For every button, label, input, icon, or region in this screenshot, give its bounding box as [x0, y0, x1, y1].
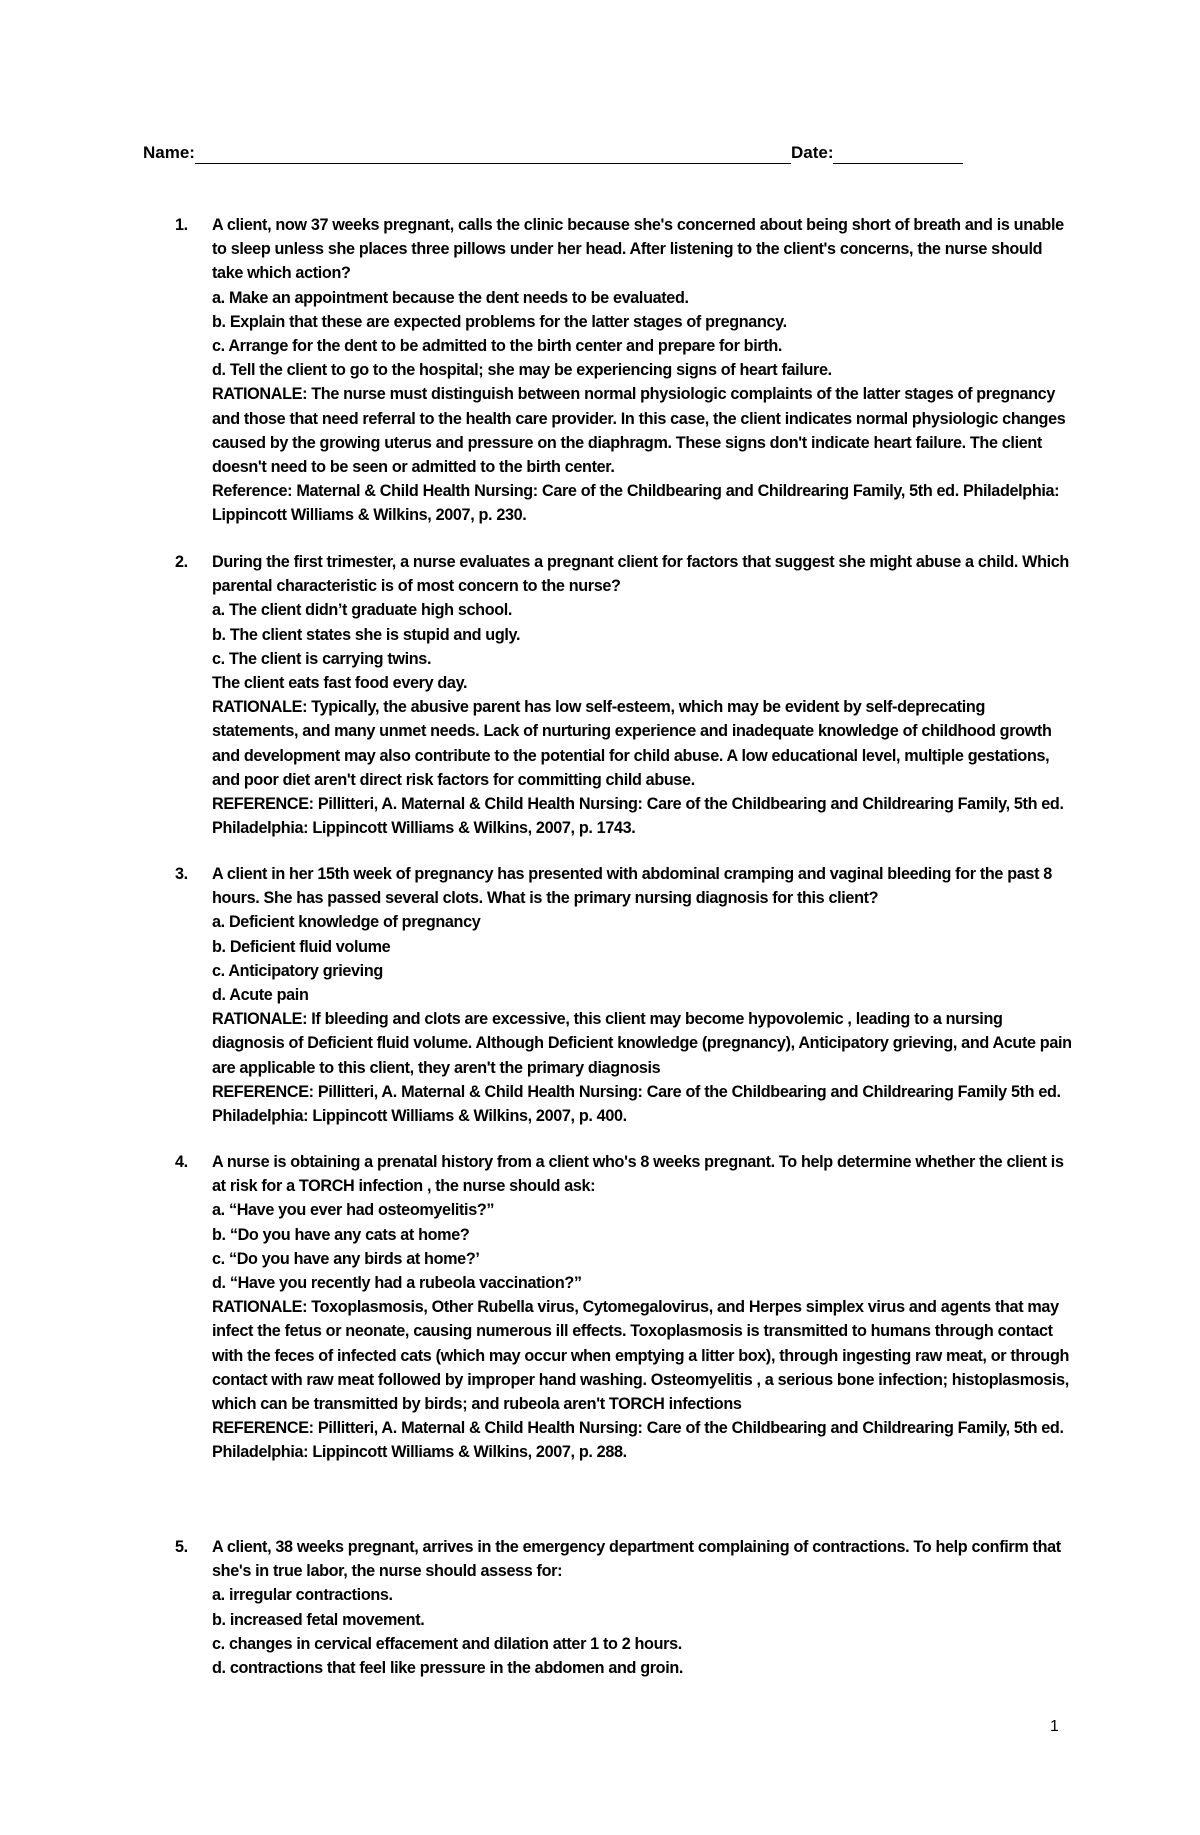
name-date-header: [143, 142, 963, 166]
question-number: 1.: [175, 216, 188, 234]
rationale: RATIONALE: Typically, the abusive parent has low self-esteem, which may be evident by self-deprecating statements, and many unmet needs. Lack of nurturing experience and inadequate knowledge of childhood growth and development may also contribute to the potential for child abuse. A low educational level, multiple gestations, and poor diet aren't direct risk factors for committing child abuse.: [212, 698, 1052, 789]
question-3: [175, 862, 1075, 1128]
answer-option-b: b. “Do you have any cats at home?: [212, 1225, 470, 1244]
question-stem: A client, 38 weeks pregnant, arrives in the emergency department complaining of contractions. To help confirm that she's in true labor, the nurse should assess for:: [212, 1538, 1061, 1581]
question-number: 4.: [175, 1153, 188, 1171]
answer-option-b: b. increased fetal movement.: [212, 1610, 425, 1629]
answer-option-c: c. “Do you have any birds at home?’: [212, 1249, 480, 1268]
question-number: 2.: [175, 553, 188, 571]
answer-option-d: d. “Have you recently had a rubeola vaccination?”: [212, 1274, 582, 1293]
question-1: [175, 213, 1075, 528]
answer-option-b: b. Explain that these are expected problems for the latter stages of pregnancy.: [212, 312, 787, 331]
name-blank[interactable]: [195, 146, 791, 164]
answer-option-c: c. The client is carrying twins.: [212, 649, 432, 668]
answer-option-a: a. “Have you ever had osteomyelitis?”: [212, 1201, 495, 1220]
question-5: [175, 1535, 1075, 1680]
answer-option-d: The client eats fast food every day.: [212, 674, 468, 693]
reference: Reference: Maternal & Child Health Nursing: Care of the Childbearing and Childrearing Family, 5th ed. Philadelphia: Lippincott Williams & Wilkins, 2007, p. 230.: [212, 482, 1060, 525]
answer-option-d: d. contractions that feel like pressure in the abdomen and groin.: [212, 1659, 684, 1678]
answer-option-a: a. Make an appointment because the dent needs to be evaluated.: [212, 288, 689, 307]
page-number: 1: [1050, 1718, 1059, 1735]
rationale: RATIONALE: If bleeding and clots are excessive, this client may become hypovolemic , leading to a nursing diagnosis of Deficient fluid volume. Although Deficient knowledge (pregnancy), Anticipatory grieving, and Acute pain are applicable to this client, they aren't the primary diagnosis: [212, 1010, 1072, 1077]
answer-option-c: c. Anticipatory grieving: [212, 961, 383, 980]
answer-option-a: a. The client didn’t graduate high school.: [212, 601, 513, 620]
question-number: 3.: [175, 865, 188, 883]
answer-option-b: b. Deficient fluid volume: [212, 937, 391, 956]
answer-option-a: a. Deficient knowledge of pregnancy: [212, 913, 481, 932]
rationale: RATIONALE: Toxoplasmosis, Other Rubella virus, Cytomegalovirus, and Herpes simplex virus and agents that may infect the fetus or neonate, causing numerous ill effects. Toxoplasmosis is transmitted to humans through contact with the feces of infected cats (which may occur when emptying a litter box), through ingesting raw meat, or through contact with raw meat followed by improper hand washing. Osteomyelitis , a serious bone infection; histoplasmosis, which can be transmitted by birds; and rubeola aren't TORCH infections: [212, 1298, 1070, 1414]
answer-option-b: b. The client states she is stupid and ugly.: [212, 625, 521, 644]
answer-option-a: a. irregular contractions.: [212, 1586, 393, 1605]
date-label: Date:: [790, 143, 834, 162]
question-4: [175, 1150, 1075, 1465]
reference: REFERENCE: Pillitteri, A. Maternal & Child Health Nursing: Care of the Childbearing and Childrearing Family, 5th ed. Philadelphia: Lippincott Williams & Wilkins, 2007, p. 1743.: [212, 795, 1064, 838]
answer-option-c: c. changes in cervical effacement and dilation atter 1 to 2 hours.: [212, 1634, 682, 1653]
question-2: [175, 550, 1075, 840]
reference: REFERENCE: Pillitteri, A. Maternal & Child Health Nursing: Care of the Childbearing and Childrearing Family, 5th ed. Philadelphia: Lippincott Williams & Wilkins, 2007, p. 288.: [212, 1419, 1064, 1462]
name-label: Name:: [143, 143, 195, 162]
question-stem: During the first trimester, a nurse evaluates a pregnant client for factors that suggest she might abuse a child. Which parental characteristic is of most concern to the nurse?: [212, 553, 1069, 596]
answer-option-d: d. Tell the client to go to the hospital; she may be experiencing signs of heart failure.: [212, 361, 832, 380]
question-stem: A nurse is obtaining a prenatal history from a client who's 8 weeks pregnant. To help determine whether the client is at risk for a TORCH infection , the nurse should ask:: [212, 1153, 1064, 1196]
answer-option-d: d. Acute pain: [212, 986, 309, 1005]
reference: REFERENCE: Pillitteri, A. Maternal & Child Health Nursing: Care of the Childbearing and Childrearing Family 5th ed. Philadelphia: Lippincott Williams & Wilkins, 2007, p. 400.: [212, 1082, 1061, 1126]
date-blank[interactable]: [833, 146, 963, 164]
question-number: 5.: [175, 1538, 188, 1556]
answer-option-c: c. Arrange for the dent to be admitted to the birth center and prepare for birth.: [212, 337, 783, 356]
question-stem: A client in her 15th week of pregnancy has presented with abdominal cramping and vaginal bleeding for the past 8 hours. She has passed several clots. What is the primary nursing diagnosis for this client?: [212, 865, 1052, 908]
rationale: RATIONALE: The nurse must distinguish between normal physiologic complaints of the latter stages of pregnancy and those that need referral to the health care provider. In this case, the client indicates normal physiologic changes caused by the growing uterus and pressure on the diaphragm. These signs don't indicate heart failure. The client doesn't need to be seen or admitted to the birth center.: [212, 385, 1066, 477]
question-stem: A client, now 37 weeks pregnant, calls the clinic because she's concerned about being short of breath and is unable to sleep unless she places three pillows under her head. After listening to the client's concerns, the nurse should take which action?: [212, 216, 1064, 283]
